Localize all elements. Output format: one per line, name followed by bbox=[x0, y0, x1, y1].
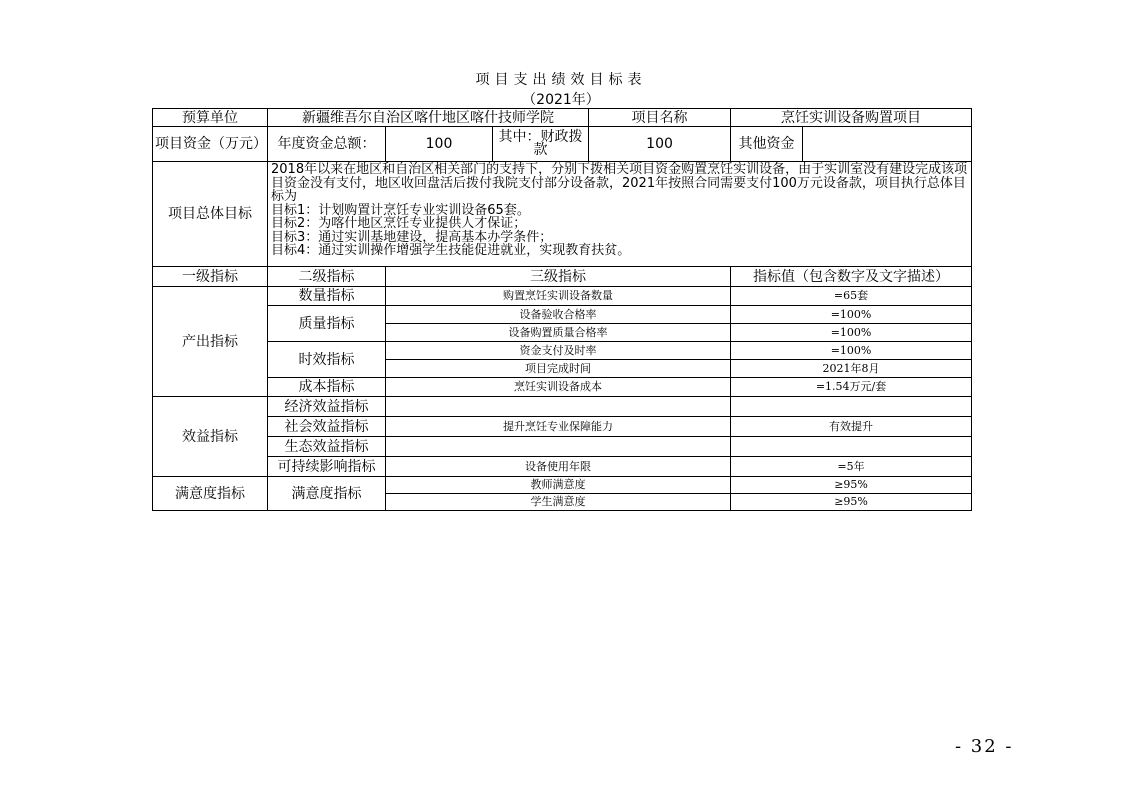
social-benefit-label: 社会效益指标 bbox=[268, 417, 386, 437]
other-funds-label: 其他资金 bbox=[731, 127, 803, 162]
budget-unit-value: 新疆维吾尔自治区喀什地区喀什技师学院 bbox=[268, 109, 589, 127]
indicator-name: 项目完成时间 bbox=[386, 360, 731, 378]
overall-goal-label: 项目总体目标 bbox=[153, 162, 268, 267]
indicator-name bbox=[386, 397, 731, 417]
goal-line: 目标1：计划购置计烹饪专业实训设备65套。 bbox=[271, 202, 530, 218]
ecological-benefit-label: 生态效益指标 bbox=[268, 437, 386, 457]
project-name-value: 烹饪实训设备购置项目 bbox=[731, 109, 972, 127]
benefit-indicator-label: 效益指标 bbox=[153, 397, 268, 477]
fiscal-funding-value: 100 bbox=[589, 127, 731, 162]
indicator-name: 学生满意度 bbox=[386, 494, 731, 511]
economic-benefit-label: 经济效益指标 bbox=[268, 397, 386, 417]
indicator-name: 提升烹饪专业保障能力 bbox=[386, 417, 731, 437]
indicator-value-header: 指标值（包含数字及文字描述） bbox=[731, 267, 972, 287]
goal-line: 目标2：为喀什地区烹饪专业提供人才保证； bbox=[271, 216, 527, 231]
quantity-indicator-label: 数量指标 bbox=[268, 287, 386, 306]
fiscal-funding-label: 其中：财政拨款 bbox=[493, 127, 589, 162]
project-fund-label: 项目资金（万元） bbox=[153, 127, 268, 162]
indicator-name: 购置烹饪实训设备数量 bbox=[386, 287, 731, 306]
satisfaction-sub-label: 满意度指标 bbox=[268, 477, 386, 511]
indicator-value: ≥95% bbox=[731, 477, 972, 494]
annual-total-label: 年度资金总额： bbox=[268, 127, 386, 162]
indicator-value: 有效提升 bbox=[731, 417, 972, 437]
satisfaction-indicator-label: 满意度指标 bbox=[153, 477, 268, 511]
indicator-name bbox=[386, 437, 731, 457]
level1-header: 一级指标 bbox=[153, 267, 268, 287]
indicator-value bbox=[731, 397, 972, 417]
indicator-value: =100% bbox=[731, 306, 972, 324]
page-number: - 32 - bbox=[955, 736, 1014, 757]
indicator-value: =100% bbox=[731, 324, 972, 342]
project-name-label: 项目名称 bbox=[589, 109, 731, 127]
timeliness-indicator-label: 时效指标 bbox=[268, 342, 386, 378]
quality-indicator-label: 质量指标 bbox=[268, 306, 386, 342]
indicator-value: ≥95% bbox=[731, 494, 972, 511]
goal-line: 目标3：通过实训基地建设，提高基本办学条件； bbox=[271, 229, 553, 245]
document-title: 项目支出绩效目标表 bbox=[475, 72, 647, 88]
level3-header: 三级指标 bbox=[386, 267, 731, 287]
indicator-name: 设备使用年限 bbox=[386, 457, 731, 477]
level2-header: 二级指标 bbox=[268, 267, 386, 287]
output-indicator-label: 产出指标 bbox=[153, 287, 268, 397]
indicator-value: =100% bbox=[731, 342, 972, 360]
indicator-value bbox=[731, 437, 972, 457]
indicator-name: 设备购置质量合格率 bbox=[386, 324, 731, 342]
document-year: （2021年） bbox=[522, 92, 600, 108]
goal-line: 目标4：通过实训操作增强学生技能促进就业，实现教育扶贫。 bbox=[271, 243, 631, 258]
indicator-value: 2021年8月 bbox=[731, 360, 972, 378]
indicator-name: 资金支付及时率 bbox=[386, 342, 731, 360]
indicator-value: =5年 bbox=[731, 457, 972, 477]
budget-unit-label: 预算单位 bbox=[153, 109, 268, 127]
goal-line: 2018年以来在地区和自治区相关部门的支持下，分别下拨相关项目资金购置烹饪实训设备，由于实训室没有建设完成该项目资金没有支付，地区收回盘活后拨付我院支付部分设备款，2021年按照合同需要支付100万元设备款，项目执行总体目标为 bbox=[271, 162, 968, 204]
annual-total-value: 100 bbox=[386, 127, 493, 162]
cost-indicator-label: 成本指标 bbox=[268, 378, 386, 397]
indicator-value: =65套 bbox=[731, 287, 972, 306]
indicator-name: 教师满意度 bbox=[386, 477, 731, 494]
indicator-value: =1.54万元/套 bbox=[731, 378, 972, 397]
indicator-name: 烹饪实训设备成本 bbox=[386, 378, 731, 397]
overall-goal-content bbox=[268, 162, 972, 267]
other-funds-value bbox=[803, 127, 972, 162]
indicator-name: 设备验收合格率 bbox=[386, 306, 731, 324]
performance-target-table bbox=[152, 108, 972, 511]
sustainable-impact-label: 可持续影响指标 bbox=[268, 457, 386, 477]
